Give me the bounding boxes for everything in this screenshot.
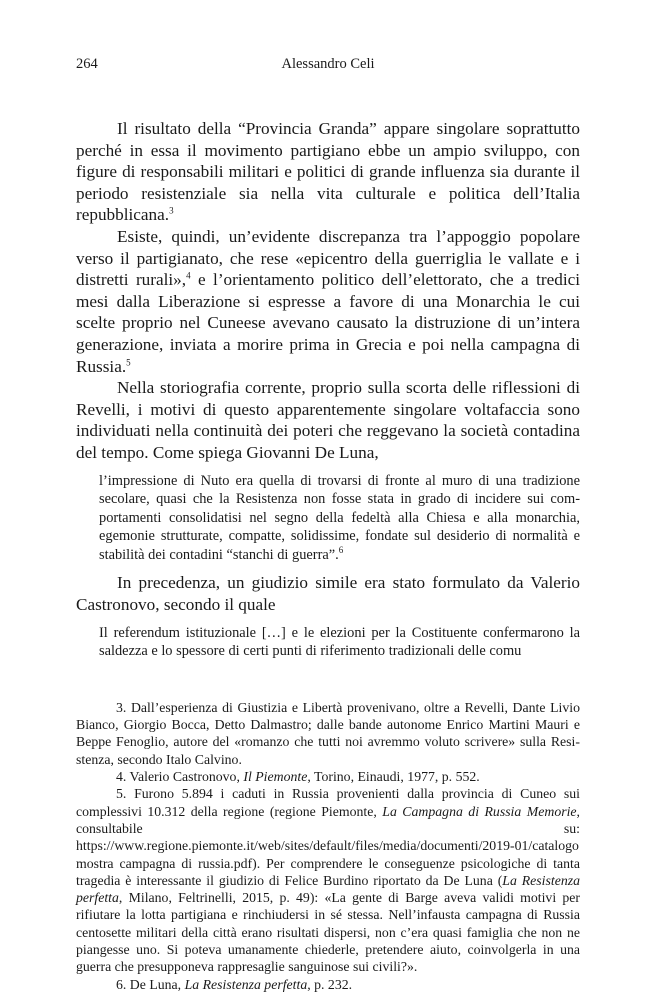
block-quote-de-luna-text: l’impressione di Nuto era quella di trovarsi di fronte al muro di una tradizione secolare, quasi che la Resistenza non fosse stata in grado di incidere sui comportamenti consolidatisi nel segno della fedeltà alla Chiesa e alla monarchia, egemonie strutturate, compatte, solidissime, fondate sul desiderio di normalità e stabilità dei contadini “stanchi di guerra”. bbox=[99, 472, 580, 563]
footnote-4 bbox=[76, 768, 580, 785]
paragraph-3-text: Nella storiografia corrente, proprio sulla scorta delle riflessioni di Revelli, i motivi di questo apparentemente singolare voltafaccia sono individuati nella continuità dei poteri che reggevano la società contadina del tempo. Come spiega Giovanni De Luna, bbox=[76, 378, 580, 462]
paragraph-3 bbox=[76, 377, 580, 463]
footnote-5-title-2: La Resistenza perfetta bbox=[76, 872, 580, 906]
footnote-3 bbox=[76, 699, 580, 768]
paragraph-4 bbox=[76, 572, 580, 615]
footnote-3-text: 3. Dall’esperienza di Giustizia e Libertà provenivano, oltre a Revelli, Dante Livio Bianco, Giorgio Bocca, Detto Dalmastro; dalle bande autonome Enrico Martini Mauri e Beppe Fenoglio, autore del «romanzo che tutti noi avremmo voluto scrivere» sulla Resistenza, secondo Italo Calvino. bbox=[76, 699, 580, 767]
footnote-6-text-b: , p. 232. bbox=[307, 976, 353, 992]
footnote-ref-3[interactable]: 3 bbox=[169, 205, 174, 216]
paragraph-2-text-a: Esiste, quindi, un’evidente discrepanza tra l’appoggio popolare verso il partigianato, che rese «epicentro della guerriglia le vallate e i distretti rurali», bbox=[76, 226, 580, 290]
paragraph-2-text-b: e l’orientamento politico dell’elettorato, che a tredici mesi dalla Liberazione si espresse a favore di una Monarchia le cui scelte proprio nel Cuneese avevano causato la distruzione di un’intera generazione, inviata a morire prima in Grecia e poi nella campagna di Russia. bbox=[76, 270, 580, 376]
page-header bbox=[76, 56, 580, 76]
footnote-ref-5[interactable]: 5 bbox=[126, 356, 131, 367]
footnote-6-text-a: 6. De Luna, bbox=[116, 976, 185, 992]
footnote-4-text-a: 4. Valerio Castronovo, bbox=[116, 769, 244, 785]
footnote-5-title-1: La Campagna di Russia Memorie bbox=[382, 803, 577, 819]
paragraph-4-text: In precedenza, un giudizio simile era stato formulato da Valerio Castronovo, secondo il quale bbox=[76, 573, 580, 615]
footnote-6 bbox=[76, 976, 580, 993]
footnote-6-title: La Resistenza perfetta bbox=[184, 976, 308, 992]
footnote-4-text-b: , Torino, Einaudi, 1977, p. 552. bbox=[307, 769, 480, 785]
block-quote-castronovo bbox=[99, 624, 580, 661]
footnote-ref-4[interactable]: 4 bbox=[186, 270, 191, 281]
footnote-5-text-a: 5. Furono 5.894 i caduti in Russia provenienti dalla provincia di Cuneo sui complessivi 10.312 della regione (regione Piemonte, bbox=[76, 786, 580, 819]
paragraph-2 bbox=[76, 226, 580, 377]
book-page bbox=[76, 56, 580, 993]
paragraph-1 bbox=[76, 118, 580, 226]
paragraph-1-text: Il risultato della “Provincia Granda” appare singolare soprattutto perché in essa il movimento partigiano ebbe un ampio sviluppo, con figure di responsabili militari e politici di grande influenza sia durante il periodo resistenziale sia nella vita culturale e politica dell’Italia repubblicana. bbox=[76, 119, 580, 225]
running-head-author: Alessandro Celi bbox=[281, 56, 375, 72]
footnote-ref-6[interactable]: 6 bbox=[338, 545, 344, 556]
footnote-5-text-c: , Milano, Feltrinelli, 2015, p. 49): «La gente di Barge aveva validi motivi per rifiutare la lotta partigiana e rinchiudersi in sé stessa. Nell’infausta campagna di Russia centosette militari della città erano risultati dispersi, non c’era quasi famiglia che non ne piangesse uno. Si poteva umanamente chiederle, pretendere aiuto, coinvolgerla in una guerra che presupponeva rappresaglie sanguinose sui civili?». bbox=[76, 890, 580, 975]
main-text bbox=[76, 118, 580, 661]
footnotes bbox=[76, 699, 580, 993]
block-quote-castronovo-text: Il referendum istituzionale […] e le elezioni per la Costituente confermarono la saldezza e lo spessore di certi punti di riferimento tradizionali delle comu bbox=[99, 624, 580, 660]
footnote-5 bbox=[76, 785, 580, 975]
footnote-4-title: Il Piemonte bbox=[243, 769, 308, 785]
page-number: 264 bbox=[76, 56, 98, 72]
footnote-5-text-b: , consultabile su: https://www.regione.piemonte.it/web/sites/default/files/media/documenti/2019-01/catalogo mostra campagna di russia.pdf). Per comprendere le conseguenze psicologiche di tanta tragedia è interessante il giudizio di Felice Burdino riportato da De Luna ( bbox=[76, 803, 580, 888]
block-quote-de-luna bbox=[99, 472, 580, 565]
